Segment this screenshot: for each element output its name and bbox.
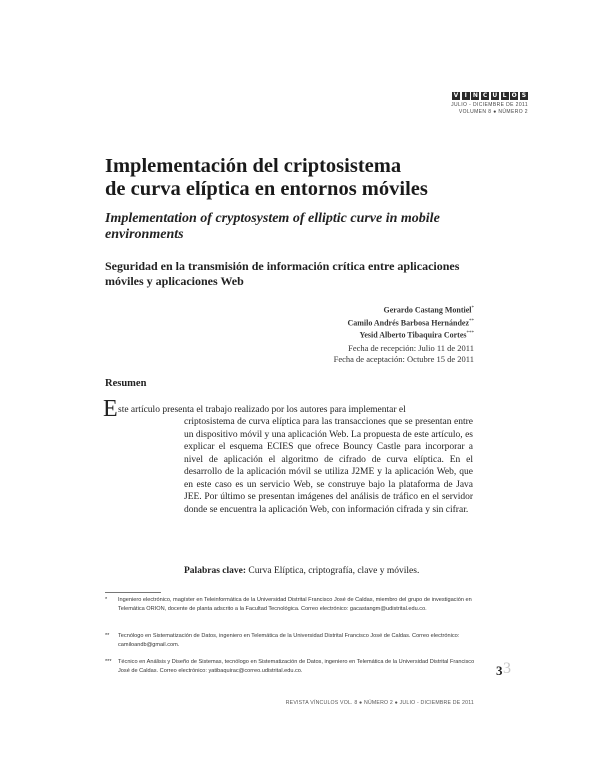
author xyxy=(347,316,474,329)
badge-letter: N xyxy=(472,92,478,99)
footnote-mark: ** xyxy=(105,633,110,639)
abstract-heading: Resumen xyxy=(105,378,147,389)
footnote-mark: *** xyxy=(105,659,112,665)
abstract-dropcap: E xyxy=(103,396,118,422)
page-number-shadow: 3 xyxy=(503,660,511,677)
author-name: Gerardo Castang Montiel xyxy=(383,305,472,315)
badge-letter: V xyxy=(453,92,459,99)
page-number: 3 xyxy=(496,663,503,678)
badge-letter: L xyxy=(501,92,509,100)
footnote xyxy=(105,632,475,649)
article-dates xyxy=(334,343,474,365)
footnote-text: Técnico en Análisis y Diseño de Sistemas, tecnólogo en Sistematización de Datos, ingeniero en Telemática de la Universidad Distrital Francisco José de Caldas. Correo electrónico: yatibaquirac@correo.udistrital.edu.co. xyxy=(118,659,475,674)
footnote-text: Ingeniero electrónico, magíster en Teleinformática de la Universidad Distrital Francisco José de Caldas, miembro del grupo de investigación en Telemática ORION, docente de planta adscrito a la Facultad Tecnológica. Correo electrónico: gacastangm@udistrital.edu.co. xyxy=(118,597,472,612)
keywords xyxy=(184,566,484,576)
author-mark: * xyxy=(471,306,474,311)
header-volume: VOLUMEN 8 ● NÚMERO 2 xyxy=(458,109,528,115)
accepted-date: Fecha de aceptación: Octubre 15 de 2011 xyxy=(333,354,474,364)
author xyxy=(347,303,474,316)
author-mark: ** xyxy=(469,318,474,324)
badge-letter: U xyxy=(492,92,498,99)
author-mark: *** xyxy=(466,331,474,337)
abstract-first-line: ste artículo presenta el trabajo realizado por los autores para implementar el xyxy=(118,405,406,415)
title-line-1: Implementación del criptosistema xyxy=(105,155,402,177)
badge-letter: S xyxy=(521,92,527,99)
badge-letter: O xyxy=(511,92,517,99)
footnote-mark: * xyxy=(105,597,108,603)
author-name: Yesid Alberto Tibaquira Cortes xyxy=(359,330,467,340)
article-title xyxy=(105,155,525,201)
author-list xyxy=(347,303,474,341)
title-line-2: de curva elíptica en entornos móviles xyxy=(105,178,428,200)
running-footer: REVISTA VÍNCULOS VOL. 8 ● NÚMERO 2 ● JULIO - DICIEMBRE DE 2011 xyxy=(285,700,474,706)
author xyxy=(347,328,474,341)
keywords-label: Palabras clave: xyxy=(184,566,247,576)
badge-letter: Í xyxy=(462,92,470,100)
footnote xyxy=(105,596,475,613)
badge-letter: C xyxy=(482,92,488,99)
footnote-text: Tecnólogo en Sistematización de Datos, ingeniero en Telemática de la Universidad Distrital Francisco José de Caldas. Correo electrónico: camiloandb@gmail.com. xyxy=(118,633,460,648)
footnote xyxy=(105,658,475,675)
article-section-title: Seguridad en la transmisión de información crítica entre aplicaciones móviles y aplicaciones Web xyxy=(105,259,460,288)
header-period: JULIO - DICIEMBRE DE 2011 xyxy=(451,102,528,108)
received-date: Fecha de recepción: Julio 11 de 2011 xyxy=(348,343,474,353)
abstract-body: criptosistema de curva elíptica para las transacciones que se presentan entre un dispositivo móvil y una aplicación Web. La propuesta de este artículo, es explicar el esquema ECIES que ofrece Bouncy Castle para incorporar a nivel de aplicación el algoritmo de cifrado de curva elíptica. En el desarrollo de la aplicación móvil se utiliza J2ME y la aplicación Web, que en este caso es un servicio Web, se construye bajo la plataforma de Java JEE. Por último se presentan imágenes del análisis de tráfico en el servidor donde se encuentra la aplicación Web, con información cifrada y sin cifrar. xyxy=(184,417,473,515)
journal-badge xyxy=(452,92,528,100)
article-subtitle: Implementation of cryptosystem of elliptic curve in mobile environments xyxy=(105,211,440,242)
footnote-divider xyxy=(105,592,161,593)
author-name: Camilo Andrés Barbosa Hernández xyxy=(347,318,469,328)
keywords-value: Curva Elíptica, criptografía, clave y móviles. xyxy=(248,566,420,576)
